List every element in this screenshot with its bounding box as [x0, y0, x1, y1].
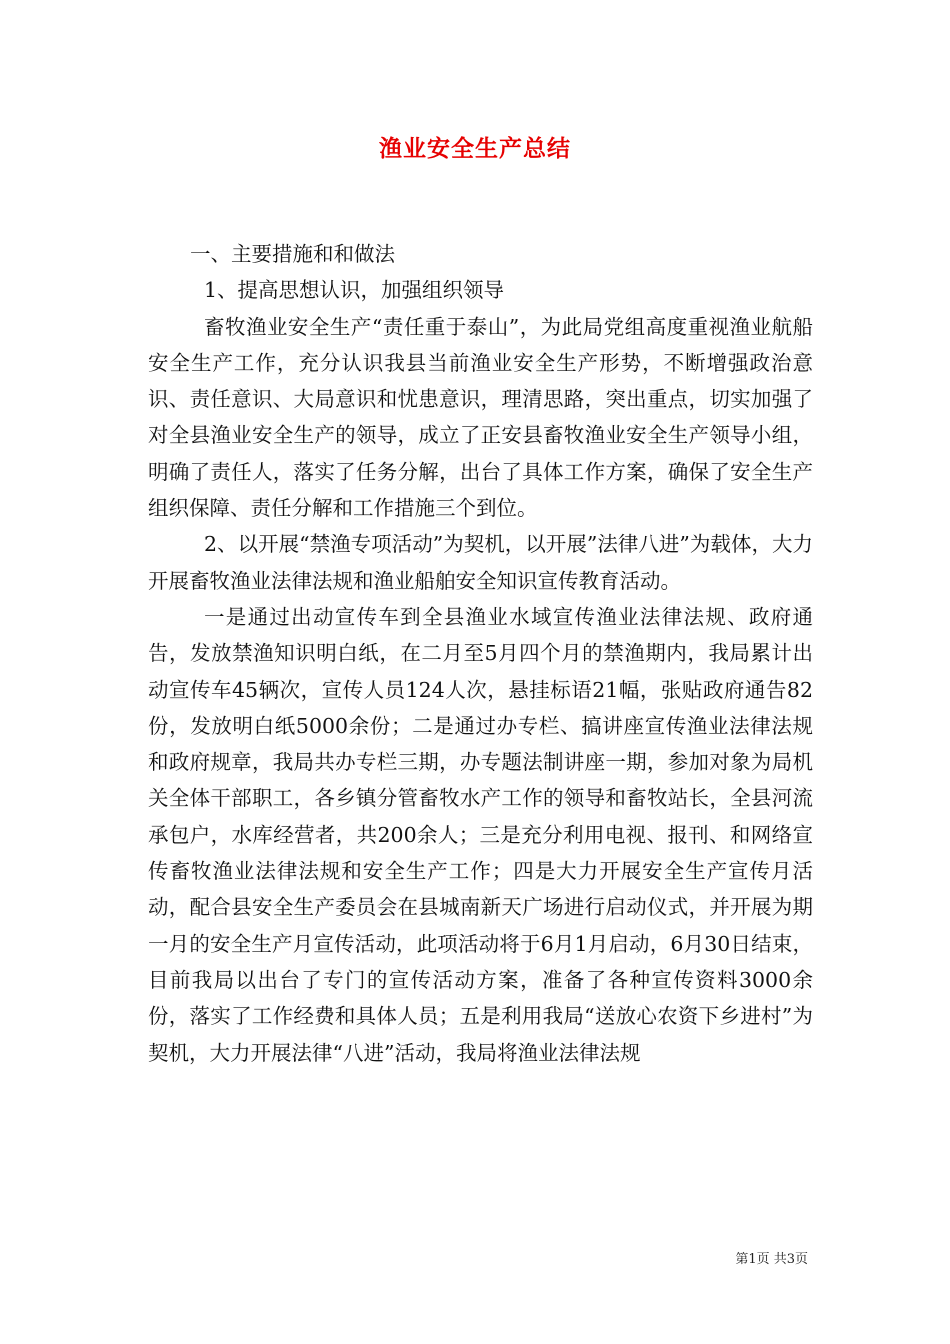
- document-body: [148, 236, 813, 1071]
- section-heading: 一、主要措施和和做法: [190, 242, 395, 266]
- paragraph-3: 一是通过出动宣传车到全县渔业水域宣传渔业法律法规、政府通告，发放禁渔知识明白纸，在二月至5月四个月的禁渔期内，我局累计出动宣传车45辆次，宣传人员124人次，悬挂标语21幅，张贴政府通告82份，发放明白纸5000余份；二是通过办专栏、搞讲座宣传渔业法律法规和政府规章，我局共办专栏三期，办专题法制讲座一期，参加对象为局机关全体干部职工，各乡镇分管畜牧水产工作的领导和畜牧站长，全县河流承包户，水库经营者，共200余人；三是充分利用电视、报刊、和网络宣传畜牧渔业法律法规和安全生产工作；四是大力开展安全生产宣传月活动，配合县安全生产委员会在县城南新天广场进行启动仪式，并开展为期一月的安全生产月宣传活动，此项活动将于6月1月启动，6月30日结束，目前我局以出台了专门的宣传活动方案，准备了各种宣传资料3000余份，落实了工作经费和具体人员；五是利用我局“送放心农资下乡进村”为契机，大力开展法律“八进”活动，我局将渔业法律法规: [148, 604, 813, 1065]
- document-title: 渔业安全生产总结: [379, 136, 571, 162]
- paragraph-2: 2、以开展“禁渔专项活动”为契机，以开展”法律八进”为载体，大力开展畜牧渔业法律法规和渔业船舶安全知识宣传教育活动。: [148, 532, 813, 593]
- page-indicator: 第1页 共3页: [735, 1252, 808, 1267]
- subheading-1: 1、提高思想认识，加强组织领导: [204, 278, 505, 303]
- paragraph-1: 畜牧渔业安全生产“责任重于泰山”，为此局党组高度重视渔业航船安全生产工作，充分认识我县当前渔业安全生产形势，不断增强政治意识、责任意识、大局意识和忧患意识，理清思路，突出重点，切实加强了对全县渔业安全生产的领导，成立了正安县畜牧渔业安全生产领导小组，明确了责任人，落实了任务分解，出台了具体工作方案，确保了安全生产组织保障、责任分解和工作措施三个到位。: [148, 314, 813, 521]
